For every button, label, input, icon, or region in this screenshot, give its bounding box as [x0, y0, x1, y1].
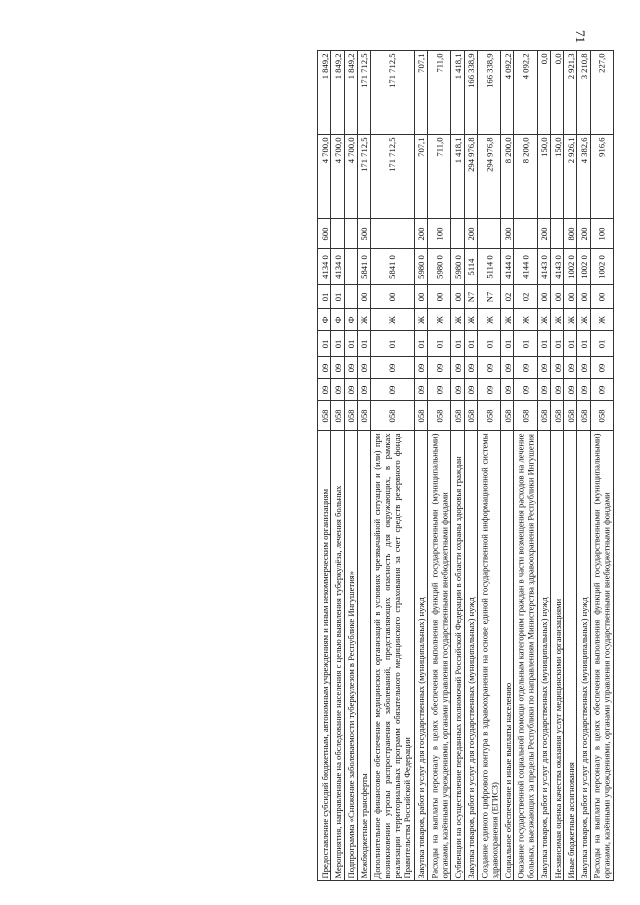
item-name: Расходы на выплаты персоналу в целях обеспечения выполнения функций государственными (муниципальными) органами, казёнными учреждениями, органами управления государственными внебюджетными фондами	[427, 431, 450, 881]
target-code-3: 00	[537, 285, 550, 309]
item-name: Закупка товаров, работ и услуг для государственных (муниципальных) нужд	[577, 431, 590, 881]
target-code-1: 01	[370, 331, 414, 357]
expense-type-code: 200	[414, 219, 427, 249]
administrator-code: 058	[590, 401, 613, 431]
amount-1: 916,6	[590, 135, 613, 219]
item-name: Оказание государственной социальной помощи отдельным категориям граждан в части возмещения расходов на лечение больных, выезжающих за пределы Республики по направлениям Министерства здравоохранения Республики Ингушетия	[514, 431, 537, 881]
amount-2: 711,0	[427, 51, 450, 135]
subsection-code: 09	[514, 357, 537, 379]
subsection-code: 09	[427, 357, 450, 379]
amount-2: 4 092,2	[501, 51, 514, 135]
table-row	[477, 51, 500, 881]
amount-2: 1 849,2	[344, 51, 357, 135]
target-code-2: Ф	[331, 309, 344, 331]
administrator-code: 058	[414, 401, 427, 431]
administrator-code: 058	[344, 401, 357, 431]
expense-type-code: 200	[537, 219, 550, 249]
table-row	[590, 51, 613, 881]
amount-1: 150,0	[550, 135, 563, 219]
subsection-code: 09	[344, 357, 357, 379]
table-row	[318, 51, 331, 881]
section-code: 09	[501, 379, 514, 401]
target-code-4: 4143 0	[537, 249, 550, 285]
amount-2: 1 849,2	[331, 51, 344, 135]
target-code-2: Ж	[577, 309, 590, 331]
target-code-1: 01	[477, 331, 500, 357]
item-name: Закупка товаров, работ и услуг для государственных (муниципальных) нужд	[414, 431, 427, 881]
target-code-1: 01	[550, 331, 563, 357]
amount-1: 8 200,0	[514, 135, 537, 219]
target-code-2: Ж	[564, 309, 577, 331]
amount-1: 8 200,0	[501, 135, 514, 219]
section-code: 09	[514, 379, 537, 401]
item-name: Создание единого цифрового контура в здравоохранении на основе единой государственной информационной системы здравоохранения (ЕГИСЗ)	[477, 431, 500, 881]
target-code-1: 01	[537, 331, 550, 357]
amount-2: 0,0	[537, 51, 550, 135]
target-code-4: 4134 0	[318, 249, 331, 285]
target-code-4	[344, 249, 357, 285]
expense-type-code	[370, 219, 414, 249]
administrator-code: 058	[427, 401, 450, 431]
amount-2: 1 418,1	[451, 51, 464, 135]
target-code-1: 01	[501, 331, 514, 357]
target-code-3: N7	[477, 285, 500, 309]
target-code-3: N7	[464, 285, 477, 309]
target-code-1: 01	[590, 331, 613, 357]
section-code: 09	[357, 379, 370, 401]
target-code-4: 4143 0	[550, 249, 563, 285]
item-name: Межбюджетные трансферты	[357, 431, 370, 881]
target-code-2: Ж	[537, 309, 550, 331]
amount-1: 707,1	[414, 135, 427, 219]
amount-2: 707,1	[414, 51, 427, 135]
target-code-3: 00	[564, 285, 577, 309]
table-row	[514, 51, 537, 881]
section-code: 09	[318, 379, 331, 401]
expense-type-code	[514, 219, 537, 249]
target-code-4: 1002 0	[577, 249, 590, 285]
target-code-2: Ж	[590, 309, 613, 331]
target-code-4: 5841 0	[370, 249, 414, 285]
target-code-3: 01	[318, 285, 331, 309]
table-row	[537, 51, 550, 881]
administrator-code: 058	[464, 401, 477, 431]
target-code-4: 5114 0	[477, 249, 500, 285]
item-name: Независимая оценка качества оказания услуг медицинскими организациями	[550, 431, 563, 881]
amount-2: 166 338,9	[477, 51, 500, 135]
target-code-3: 00	[427, 285, 450, 309]
amount-2: 227,0	[590, 51, 613, 135]
target-code-3: 00	[370, 285, 414, 309]
amount-1: 4 700,0	[331, 135, 344, 219]
target-code-4: 4134 0	[331, 249, 344, 285]
item-name: Предоставление субсидий бюджетным, автономным учреждениям и иным некоммерческим организациям	[318, 431, 331, 881]
target-code-2: Ж	[550, 309, 563, 331]
target-code-3: 02	[501, 285, 514, 309]
subsection-code: 09	[577, 357, 590, 379]
item-name: Закупка товаров, работ и услуг для государственных (муниципальных) нужд	[537, 431, 550, 881]
subsection-code: 09	[590, 357, 613, 379]
subsection-code: 09	[318, 357, 331, 379]
section-code: 09	[414, 379, 427, 401]
target-code-3: 01	[331, 285, 344, 309]
subsection-code: 09	[564, 357, 577, 379]
subsection-code: 09	[414, 357, 427, 379]
target-code-1: 01	[514, 331, 537, 357]
amount-2: 0,0	[550, 51, 563, 135]
target-code-2: Ж	[514, 309, 537, 331]
target-code-3: 00	[357, 285, 370, 309]
target-code-4: 4144 0	[501, 249, 514, 285]
administrator-code: 058	[501, 401, 514, 431]
administrator-code: 058	[331, 401, 344, 431]
target-code-2: Ж	[501, 309, 514, 331]
table-row	[414, 51, 427, 881]
amount-1: 171 712,5	[357, 135, 370, 219]
amount-2: 171 712,5	[357, 51, 370, 135]
subsection-code: 09	[451, 357, 464, 379]
section-code: 09	[427, 379, 450, 401]
subsection-code: 09	[464, 357, 477, 379]
amount-2: 4 092,2	[514, 51, 537, 135]
subsection-code: 09	[537, 357, 550, 379]
target-code-3: 00	[550, 285, 563, 309]
item-name: Закупка товаров, работ и услуг для государственных (муниципальных) нужд	[464, 431, 477, 881]
administrator-code: 058	[577, 401, 590, 431]
page-number: 71	[573, 30, 588, 43]
target-code-4: 5980 0	[451, 249, 464, 285]
amount-1: 150,0	[537, 135, 550, 219]
table-row	[370, 51, 414, 881]
item-name: Дополнительное финансовое обеспечение медицинских организаций в условиях чрезвычайной ситуации и (или) при возникновении угрозы распространения заболеваний, представляющих опасность для окружающих, в рамках реализации территориальных программ обязательного медицинского страхования за счет средств резервного фонда Правительства Российской Федерации	[370, 431, 414, 881]
amount-1: 4 382,6	[577, 135, 590, 219]
amount-2: 3 210,8	[577, 51, 590, 135]
target-code-4: 5980 0	[427, 249, 450, 285]
expense-type-code: 100	[427, 219, 450, 249]
amount-2: 2 921,3	[564, 51, 577, 135]
table-body	[318, 51, 614, 881]
administrator-code: 058	[451, 401, 464, 431]
expense-type-code: 100	[590, 219, 613, 249]
amount-1: 2 926,1	[564, 135, 577, 219]
amount-2: 171 712,5	[370, 51, 414, 135]
section-code: 09	[451, 379, 464, 401]
target-code-2: Ж	[357, 309, 370, 331]
item-name: Расходы на выплаты персоналу в целях обеспечения выполнения функций государственными (муниципальными) органами, казёнными учреждениями, органами управления государственными внебюджетными фондами	[590, 431, 613, 881]
section-code: 09	[344, 379, 357, 401]
administrator-code: 058	[370, 401, 414, 431]
target-code-2: Ф	[344, 309, 357, 331]
expense-type-code: 200	[464, 219, 477, 249]
section-code: 09	[477, 379, 500, 401]
amount-2: 1 849,2	[318, 51, 331, 135]
amount-1: 294 976,8	[464, 135, 477, 219]
target-code-2: Ж	[370, 309, 414, 331]
administrator-code: 058	[357, 401, 370, 431]
target-code-3: 02	[514, 285, 537, 309]
amount-1: 4 700,0	[318, 135, 331, 219]
table-row	[331, 51, 344, 881]
section-code: 09	[370, 379, 414, 401]
target-code-1: 01	[357, 331, 370, 357]
table-row	[501, 51, 514, 881]
target-code-4: 5114	[464, 249, 477, 285]
rotated-page	[56, 50, 614, 880]
target-code-2: Ж	[414, 309, 427, 331]
target-code-3	[344, 285, 357, 309]
expense-type-code: 800	[564, 219, 577, 249]
item-name: Мероприятия, направленные на обследование населения с целью выявления туберкулёза, лечения больных	[331, 431, 344, 881]
target-code-2: Ф	[318, 309, 331, 331]
table-row	[451, 51, 464, 881]
expense-type-code: 200	[577, 219, 590, 249]
administrator-code: 058	[537, 401, 550, 431]
target-code-2: Ж	[477, 309, 500, 331]
target-code-3: 00	[414, 285, 427, 309]
target-code-4: 4144 0	[514, 249, 537, 285]
target-code-2: Ж	[451, 309, 464, 331]
target-code-3: 00	[590, 285, 613, 309]
target-code-1: 01	[564, 331, 577, 357]
target-code-1: 01	[318, 331, 331, 357]
expense-type-code	[331, 219, 344, 249]
subsection-code: 09	[357, 357, 370, 379]
target-code-4: 1002 0	[564, 249, 577, 285]
budget-table	[317, 50, 614, 881]
target-code-1: 01	[451, 331, 464, 357]
target-code-4: 5980 0	[414, 249, 427, 285]
table-row	[427, 51, 450, 881]
amount-2: 166 338,9	[464, 51, 477, 135]
subsection-code: 09	[501, 357, 514, 379]
section-code: 09	[564, 379, 577, 401]
subsection-code: 09	[331, 357, 344, 379]
expense-type-code	[550, 219, 563, 249]
expense-type-code	[451, 219, 464, 249]
target-code-3: 00	[577, 285, 590, 309]
section-code: 09	[537, 379, 550, 401]
item-name: Субвенции на осуществление переданных полномочий Российской Федерации в области охраны здоровья граждан	[451, 431, 464, 881]
target-code-1: 01	[331, 331, 344, 357]
amount-1: 294 976,8	[477, 135, 500, 219]
target-code-4: 1002 0	[590, 249, 613, 285]
target-code-1: 01	[577, 331, 590, 357]
table-row	[577, 51, 590, 881]
expense-type-code: 600	[318, 219, 331, 249]
administrator-code: 058	[318, 401, 331, 431]
target-code-1: 01	[414, 331, 427, 357]
expense-type-code: 500	[357, 219, 370, 249]
target-code-3: 00	[451, 285, 464, 309]
administrator-code: 058	[477, 401, 500, 431]
section-code: 09	[550, 379, 563, 401]
target-code-4: 5841 0	[357, 249, 370, 285]
target-code-1: 01	[427, 331, 450, 357]
item-name: Социальное обеспечение и иные выплаты населению	[501, 431, 514, 881]
expense-type-code: 300	[501, 219, 514, 249]
table-row	[564, 51, 577, 881]
table-row	[357, 51, 370, 881]
target-code-1: 01	[464, 331, 477, 357]
item-name: Подпрограмма «Снижение заболеваемости туберкулезом в Республике Ингушетия»	[344, 431, 357, 881]
amount-1: 171 712,5	[370, 135, 414, 219]
section-code: 09	[331, 379, 344, 401]
table-row	[464, 51, 477, 881]
target-code-1: 01	[344, 331, 357, 357]
amount-1: 4 700,0	[344, 135, 357, 219]
subsection-code: 09	[370, 357, 414, 379]
subsection-code: 09	[550, 357, 563, 379]
table-row	[344, 51, 357, 881]
amount-1: 1 418,1	[451, 135, 464, 219]
administrator-code: 058	[550, 401, 563, 431]
section-code: 09	[590, 379, 613, 401]
expense-type-code	[344, 219, 357, 249]
section-code: 09	[464, 379, 477, 401]
target-code-2: Ж	[427, 309, 450, 331]
subsection-code: 09	[477, 357, 500, 379]
expense-type-code	[477, 219, 500, 249]
administrator-code: 058	[514, 401, 537, 431]
table-row	[550, 51, 563, 881]
administrator-code: 058	[564, 401, 577, 431]
section-code: 09	[577, 379, 590, 401]
item-name: Иные бюджетные ассигнования	[564, 431, 577, 881]
target-code-2: Ж	[464, 309, 477, 331]
amount-1: 711,0	[427, 135, 450, 219]
